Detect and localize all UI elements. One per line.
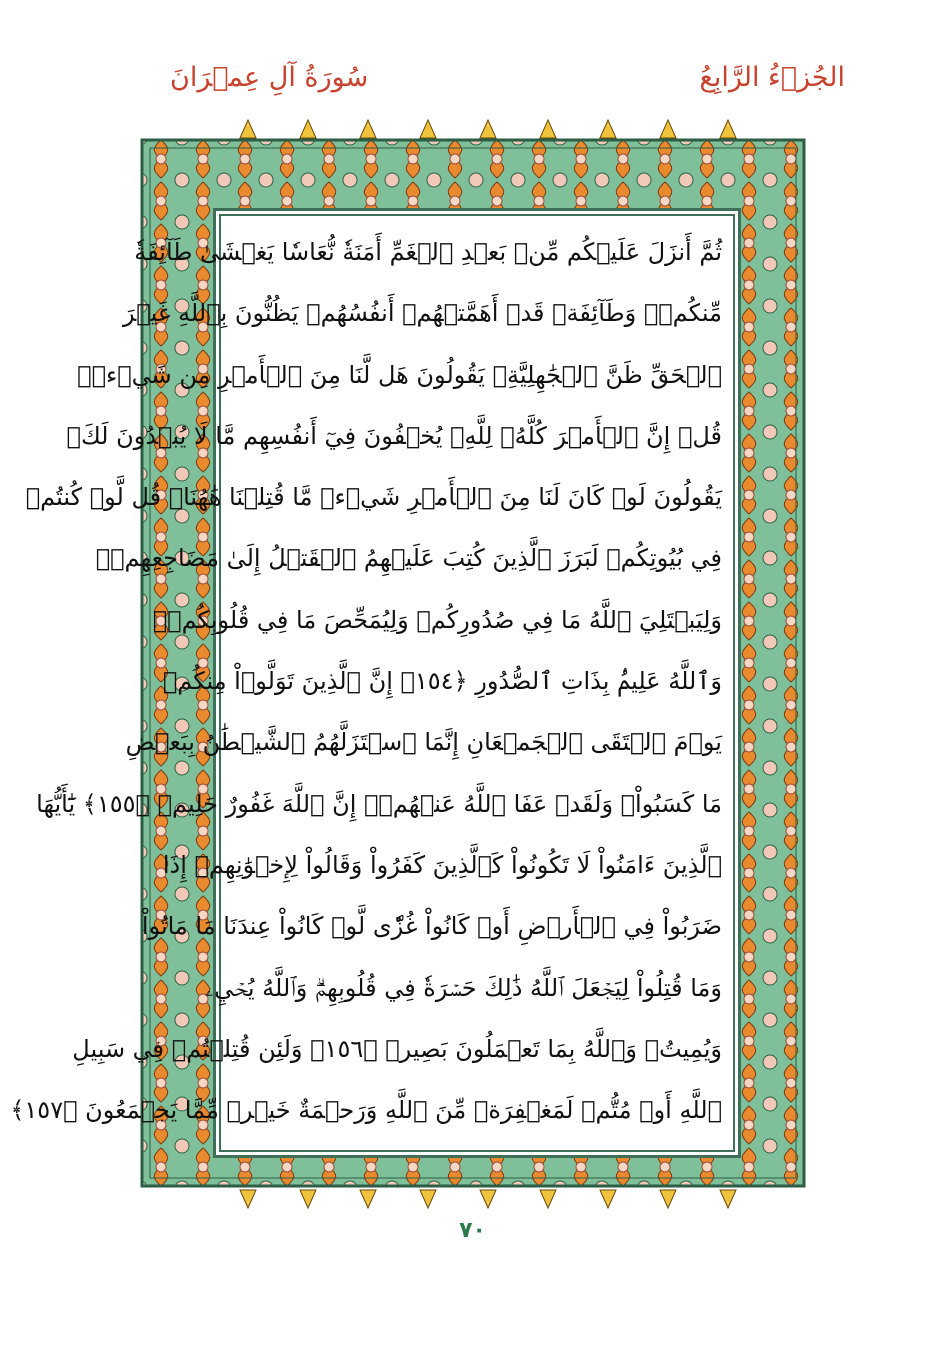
verse-line: وَٱللَّهُ عَلِيمُۢ بِذَاتِ ٱلصُّدُورِ ﴿١٥٤﴾ إِنَّ ٱلَّذِينَ تَوَلَّوۡاْ مِنكُمۡ: [162, 667, 722, 696]
verse-line: ثُمَّ أَنزَلَ عَلَيۡكُم مِّنۢ بَعۡدِ ٱلۡغَمِّ أَمَنَةٗ نُّعَاسٗا يَغۡشَىٰ طَآئِفَةٗ: [134, 238, 722, 266]
verse-line: وَمَا قُتِلُواْ لِيَجۡعَلَ ٱللَّهُ ذَٰلِكَ حَسۡرَةٗ فِي قُلُوبِهِمۡۗ وَٱللَّهُ يُحۡيِۦ: [205, 973, 722, 1002]
page-number: ٧٠: [459, 1218, 486, 1243]
verse-line: يَقُولُونَ لَوۡ كَانَ لَنَا مِنَ ٱلۡأَمۡرِ شَيۡءٞ مَّا قُتِلۡنَا هَٰهُنَاۗ قُل لَّوۡ كُنتُمۡ: [25, 483, 722, 512]
verses-block: [10, 222, 722, 1142]
verse-line: وَلِيَبۡتَلِيَ ٱللَّهُ مَا فِي صُدُورِكُمۡ وَلِيُمَحِّصَ مَا فِي قُلُوبِكُمۡۚ: [152, 605, 722, 634]
verse-line: قُلۡ إِنَّ ٱلۡأَمۡرَ كُلَّهُۥ لِلَّهِۗ يُخۡفُونَ فِيٓ أَنفُسِهِم مَّا لَا يُبۡدُونَ لَكَۖ: [66, 421, 722, 450]
juz-name-header: الجُزۡءُ الرَّابِعُ: [699, 62, 845, 93]
bottom-finials: [140, 1188, 806, 1216]
verse-line: مَا كَسَبُواْۖ وَلَقَدۡ عَفَا ٱللَّهُ عَنۡهُمۡۗ إِنَّ ٱللَّهَ غَفُورٌ حَلِيمٞ ﴿١٥٥﴾ يَٰٓأَيُّهَا: [36, 789, 722, 818]
verse-line: ٱلۡحَقِّ ظَنَّ ٱلۡجَٰهِلِيَّةِۖ يَقُولُونَ هَل لَّنَا مِنَ ٱلۡأَمۡرِ مِن شَيۡءٖۗ: [77, 360, 722, 389]
verse-line: فِي بُيُوتِكُمۡ لَبَرَزَ ٱلَّذِينَ كُتِبَ عَلَيۡهِمُ ٱلۡقَتۡلُ إِلَىٰ مَضَاجِعِهِمۡۖ: [95, 544, 722, 573]
verse-line: وَيُمِيتُۗ وَٱللَّهُ بِمَا تَعۡمَلُونَ بَصِيرٞ ﴿١٥٦﴾ وَلَئِن قُتِلۡتُمۡ فِي سَبِيلِ: [72, 1034, 722, 1063]
verse-line: يَوۡمَ ٱلۡتَقَى ٱلۡجَمۡعَانِ إِنَّمَا ٱسۡتَزَلَّهُمُ ٱلشَّيۡطَٰنُ بِبَعۡضِ: [125, 728, 722, 757]
verse-line: ٱللَّهِ أَوۡ مُتُّمۡ لَمَغۡفِرَةٞ مِّنَ ٱللَّهِ وَرَحۡمَةٌ خَيۡرٞ مِّمَّا يَجۡمَعُونَ ﴿١٥٧﴾: [10, 1096, 722, 1125]
verse-line: ٱلَّذِينَ ءَامَنُواْ لَا تَكُونُواْ كَٱلَّذِينَ كَفَرُواْ وَقَالُواْ لِإِخۡوَٰنِهِمۡ إِذَا: [162, 850, 722, 879]
top-finials: [140, 112, 806, 140]
surah-name-header: سُورَةُ آلِ عِمۡرَانَ: [170, 62, 369, 93]
verse-line: مِّنكُمۡۖ وَطَآئِفَةٞ قَدۡ أَهَمَّتۡهُمۡ أَنفُسُهُمۡ يَظُنُّونَ بِٱللَّهِ غَيۡرَ: [123, 299, 722, 328]
verse-line: ضَرَبُواْ فِي ٱلۡأَرۡضِ أَوۡ كَانُواْ غُزّٗى لَّوۡ كَانُواْ عِندَنَا مَا مَاتُواْ: [141, 912, 722, 941]
